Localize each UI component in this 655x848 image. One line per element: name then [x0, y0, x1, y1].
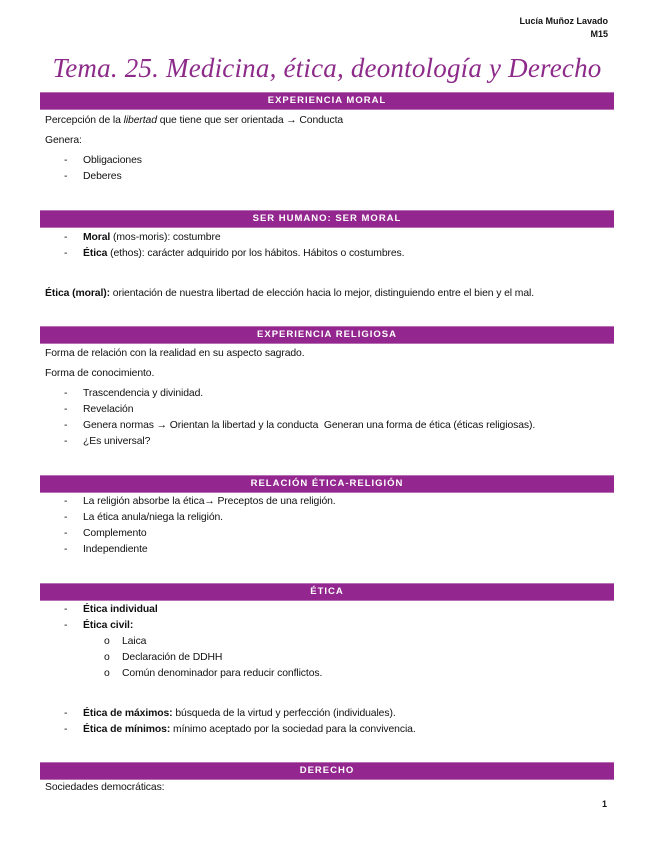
bullet-list: [45, 494, 614, 558]
page-number: 1: [602, 799, 608, 809]
list-item: [45, 230, 614, 246]
list-item: - Revelación: [45, 402, 614, 418]
section-body: [40, 346, 614, 450]
sub-list-item: o Laica: [45, 634, 614, 650]
term: Ética individual: [83, 604, 158, 615]
intro-emphasis: libertad: [123, 115, 157, 126]
bullet-list: [45, 706, 614, 738]
section-etica: [40, 583, 614, 738]
intro-text-after: que tiene que ser orientada → Conducta: [159, 115, 344, 126]
bullet-list: [45, 153, 614, 185]
list-item: - La religión absorbe la ética→ Preceptos de una religión.: [45, 494, 614, 510]
section-body: [40, 113, 614, 185]
term-description: búsqueda de la virtud y perfección (individuales).: [175, 708, 396, 719]
term-description: (ethos): carácter adquirido por los hábitos. Hábitos o costumbres.: [110, 248, 405, 259]
paragraph: Forma de conocimiento.: [45, 368, 155, 379]
section-experiencia-religiosa: [40, 326, 614, 450]
section-heading: EXPERIENCIA RELIGIOSA: [40, 326, 614, 344]
section-relacion-etica-religion: [40, 475, 614, 558]
list-item: - Complemento: [45, 526, 614, 542]
list-item: - Deberes: [45, 169, 614, 185]
section-body: [40, 780, 614, 796]
paragraph: Sociedades democráticas:: [45, 782, 165, 793]
section-ser-humano: [40, 210, 614, 302]
term-description: mínimo aceptado por la sociedad para la convivencia.: [173, 724, 416, 735]
list-item: [45, 706, 614, 722]
section-heading: SER HUMANO: SER MORAL: [40, 210, 614, 228]
list-item: [45, 722, 614, 738]
sub-list-item: o Declaración de DDHH: [45, 650, 614, 666]
intro-paragraph: [45, 113, 614, 129]
page-title: Tema. 25. Medicina, ética, deontología y Derecho: [52, 53, 602, 83]
list-item: [45, 602, 614, 618]
list-item: - ¿Es universal?: [45, 434, 614, 450]
intro-text-before: Percepción de la: [45, 115, 121, 126]
term: Moral: [83, 232, 111, 243]
section-body: [40, 230, 614, 302]
definition-text: orientación de nuestra libertad de elección hacia lo mejor, distinguiendo entre el bien y el mal.: [112, 288, 534, 299]
section-derecho: [40, 762, 614, 796]
section-heading: DERECHO: [40, 762, 614, 780]
sub-list-item: o Común denominador para reducir conflictos.: [45, 666, 614, 682]
list-item: [45, 618, 614, 634]
term: Ética de mínimos:: [83, 724, 171, 735]
list-item: - Genera normas → Orientan la libertad y la conducta Generan una forma de ética (éticas religiosas).: [45, 418, 614, 434]
term-description: (mos-moris): costumbre: [113, 232, 221, 243]
bullet-list: [45, 386, 614, 450]
definition-paragraph: [45, 286, 614, 302]
author-name: Lucía Muñoz Lavado: [519, 16, 608, 26]
bullet-list: [45, 230, 614, 262]
definition-term: Ética (moral):: [45, 288, 110, 299]
section-heading: ÉTICA: [40, 583, 614, 601]
bullet-list: [45, 602, 614, 682]
paragraph: Forma de relación con la realidad en su aspecto sagrado.: [45, 348, 305, 359]
list-item: - Independiente: [45, 542, 614, 558]
section-heading: EXPERIENCIA MORAL: [40, 92, 614, 110]
list-item: [45, 246, 614, 262]
list-item: - La ética anula/niega la religión.: [45, 510, 614, 526]
list-item: - Obligaciones: [45, 153, 614, 169]
section-body: [40, 494, 614, 558]
term: Ética: [83, 248, 108, 259]
term: Ética de máximos:: [83, 708, 173, 719]
section-body: [40, 602, 614, 738]
section-experiencia-moral: [40, 92, 614, 185]
term: Ética civil:: [83, 620, 134, 631]
lead-paragraph: Genera:: [45, 135, 82, 146]
course-code: M15: [590, 29, 608, 39]
list-item: - Trascendencia y divinidad.: [45, 386, 614, 402]
section-heading: RELACIÓN ÉTICA-RELIGIÓN: [40, 475, 614, 493]
